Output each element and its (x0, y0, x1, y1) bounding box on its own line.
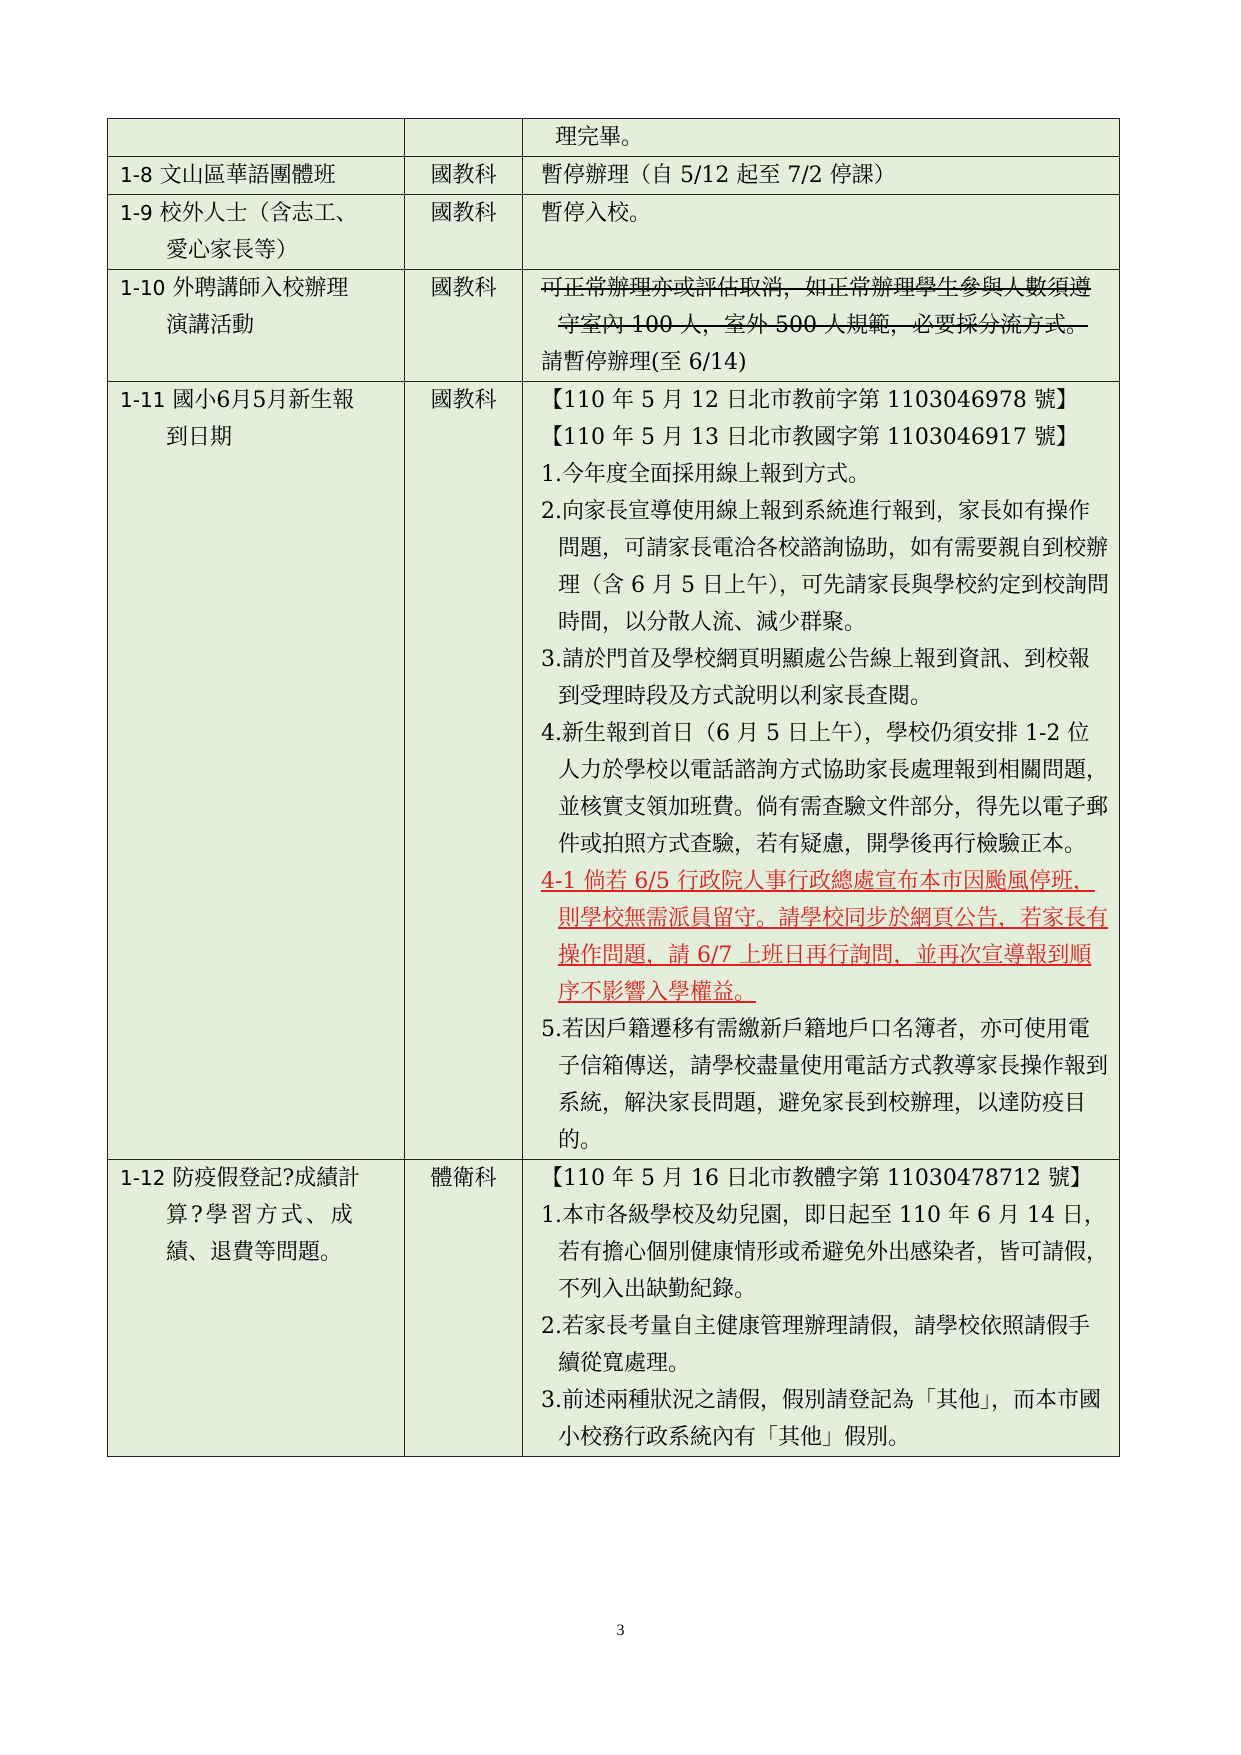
list-item: 2.若家長考量自主健康管理辦理請假，請學校依照請假手續從寬處理。 (541, 1314, 1090, 1376)
list-item: 5.若因戶籍遷移有需繳新戶籍地戶口名簿者，亦可使用電子信箱傳送，請學校盡量使用電話方式教導家長操作報到系統，解決家長問題，避免家長到校辦理，以達防疫目的。 (541, 1017, 1109, 1153)
table-row (108, 270, 1120, 382)
department-cell: 國教科 (405, 157, 523, 195)
item-name-cell (108, 270, 405, 382)
item-name-line: 外聘講師入校辦理 (172, 276, 349, 301)
content-cell (523, 382, 1120, 1160)
department-cell: 國教科 (405, 382, 523, 1160)
item-id: 1-9 (120, 201, 153, 225)
table-row (108, 382, 1120, 1160)
content-cell (523, 195, 1120, 270)
item-name-cell (108, 1160, 405, 1457)
table-row (108, 157, 1120, 195)
content-line: 理完畢。 (555, 125, 644, 150)
item-name-line: 到日期 (166, 425, 233, 450)
item-id: 1-11 (120, 388, 166, 412)
department-cell: 國教科 (405, 270, 523, 382)
list-item: 2.向家長宣導使用線上報到系統進行報到，家長如有操作問題，可請家長電洽各校諮詢協助，如有需要親自到校辦理（含 6 月 5 日上午），可先請家長與學校約定到校詢問時間，以分散人流、減少群聚。 (541, 499, 1109, 635)
item-name-line: 算?學習方式、成 (166, 1203, 356, 1228)
item-name-line: 國小6月5月新生報 (172, 388, 355, 413)
department-cell (405, 119, 523, 157)
table-row (108, 1160, 1120, 1457)
item-name-line: 防疫假登記?成績計 (172, 1166, 361, 1191)
department-cell: 國教科 (405, 195, 523, 270)
item-id: 1-8 (120, 163, 153, 187)
reference-line: 【110 年 5 月 16 日北市教體字第 11030478712 號】 (541, 1166, 1092, 1191)
content-cell (523, 157, 1120, 195)
list-item: 1.今年度全面採用線上報到方式。 (541, 462, 870, 487)
red-notice-item: 4-1 倘若 6/5 行政院人事行政總處宣布本市因颱風停班，則學校無需派員留守。請學校同步於網頁公告，若家長有操作問題，請 6/7 上班日再行詢問，並再次宣導報到順序不影響入學權益。 (541, 869, 1109, 1005)
page-number: 3 (616, 1622, 625, 1639)
list-item: 3.請於門首及學校網頁明顯處公告線上報到資訊、到校報到受理時段及方式說明以利家長查閱。 (541, 647, 1090, 709)
item-id: 1-10 (120, 276, 166, 300)
reference-line: 【110 年 5 月 13 日北市教國字第 1103046917 號】 (541, 425, 1078, 450)
content-cell (523, 119, 1120, 157)
item-name-cell (108, 119, 405, 157)
item-name-line: 愛心家長等） (166, 238, 299, 263)
item-name-line: 演講活動 (166, 313, 255, 338)
content-line: 請暫停辦理(至 6/14) (541, 350, 747, 375)
item-name-line: 校外人士（含志工、 (159, 201, 358, 226)
item-name-cell (108, 382, 405, 1160)
content-line: 暫停辦理（自 5/12 起至 7/2 停課） (541, 163, 896, 188)
table-row (108, 119, 1120, 157)
item-name-line: 績、退費等問題。 (166, 1240, 343, 1265)
content-line: 暫停入校。 (541, 201, 652, 226)
document-table (107, 118, 1120, 1457)
struck-text: 可正常辦理亦或評估取消，如正常辦理學生參與人數須遵守室內 100 人，室外 500 人規範，必要採分流方式。 (541, 276, 1092, 338)
item-name-cell (108, 195, 405, 270)
list-item: 3.前述兩種狀況之請假，假別請登記為「其他」，而本市國小校務行政系統內有「其他」假別。 (541, 1388, 1101, 1450)
list-item: 4.新生報到首日（6 月 5 日上午），學校仍須安排 1-2 位人力於學校以電話諮詢方式協助家長處理報到相關問題，並核實支領加班費。倘有需查驗文件部分，得先以電子郵件或拍照方式查驗，若有疑慮，開學後再行檢驗正本。 (541, 721, 1109, 857)
item-name-cell (108, 157, 405, 195)
table-row (108, 195, 1120, 270)
reference-line: 【110 年 5 月 12 日北市教前字第 1103046978 號】 (541, 388, 1078, 413)
list-item: 1.本市各級學校及幼兒園，即日起至 110 年 6 月 14 日，若有擔心個別健康情形或希避免外出感染者，皆可請假，不列入出缺勤紀錄。 (541, 1203, 1109, 1302)
item-id: 1-12 (120, 1166, 166, 1190)
content-cell (523, 270, 1120, 382)
item-name-line: 文山區華語團體班 (159, 163, 336, 188)
department-cell: 體衛科 (405, 1160, 523, 1457)
content-cell (523, 1160, 1120, 1457)
